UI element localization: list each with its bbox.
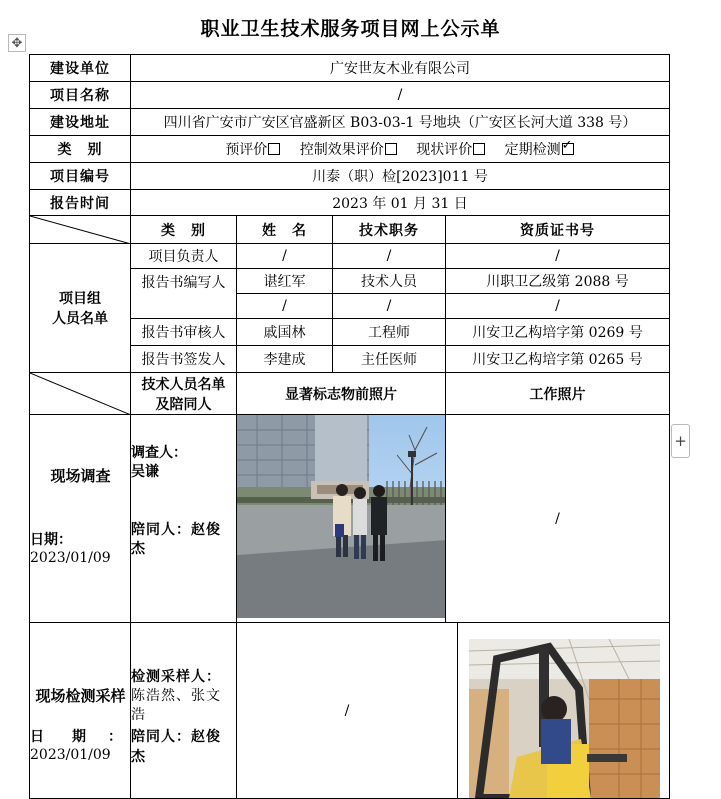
report-time-value: 2023 年 01 月 31 日 [131, 190, 670, 216]
staff-title: / [333, 244, 446, 269]
project-no-value: 川泰（职）检[2023]011 号 [131, 163, 670, 190]
companion-tail: 杰 [131, 749, 145, 765]
sampling-work-photo-cell [458, 623, 670, 799]
sampler-names: 陈浩然、张文 [131, 688, 221, 704]
project-name-value: / [131, 82, 670, 109]
construction-unit-label: 建设单位 [30, 55, 131, 82]
sampling-label: 现场检测采样 [35, 687, 126, 705]
diagonal-line [30, 373, 131, 415]
staff-title: 工程师 [333, 319, 446, 346]
table-move-handle-icon[interactable]: ✥ [8, 34, 26, 52]
survey-work-photo-cell: / [446, 415, 670, 623]
address-label: 建设地址 [30, 109, 131, 136]
diagonal-line [30, 216, 131, 244]
companion-label: 陪同人：赵俊 [131, 729, 221, 745]
sampling-date-label: 日 期 [30, 729, 86, 745]
staff-cert: 川安卫乙构培字第 0265 号 [446, 346, 670, 373]
sampling-cell [30, 623, 131, 799]
staff-header-name: 姓 名 [237, 216, 333, 244]
investigator-label: 调查人： [131, 445, 187, 461]
sampler-label: 检测采样人： [131, 669, 221, 685]
staff-cert: 川职卫乙级第 2088 号 [446, 269, 670, 294]
address-value: 四川省广安市广安区官盛新区 B03-03-1 号地块（广安区长河大道 338 号） [131, 109, 670, 136]
survey-cell [30, 415, 131, 623]
photo-header-staff: 技术人员名单 及陪同人 [131, 373, 237, 415]
survey-date: 2023/01/09 [30, 550, 111, 566]
staff-header-category: 类 别 [131, 216, 237, 244]
page-title: 职业卫生技术服务项目网上公示单 [200, 18, 501, 40]
survey-date-label: 日期： [30, 532, 72, 548]
staff-role: 报告书编写人 [131, 269, 237, 319]
checkmark-icon: ✓ [561, 138, 573, 153]
staff-role: 项目负责人 [131, 244, 237, 269]
option-status-evaluation[interactable]: 现状评价 [416, 142, 486, 158]
option-periodic-test[interactable]: 定期检测 ✓ [504, 138, 573, 158]
survey-people-cell [131, 415, 237, 623]
sampling-date: 2023/01/09 [30, 747, 111, 763]
staff-name: / [237, 244, 333, 269]
building-landmark-photo [237, 415, 446, 618]
staff-name: / [237, 294, 333, 319]
staff-name: 李建成 [237, 346, 333, 373]
staff-group-label: 项目组 人员名单 [30, 244, 131, 373]
staff-role: 报告书签发人 [131, 346, 237, 373]
investigator-name: 吴谦 [131, 464, 159, 480]
sampling-landmark-photo-cell: / [237, 623, 458, 799]
option-control-effect[interactable]: 控制效果评价 [300, 142, 398, 158]
staff-cert: 川安卫乙构培字第 0269 号 [446, 319, 670, 346]
project-name-label: 项目名称 [30, 82, 131, 109]
staff-title: 技术人员 [333, 269, 446, 294]
report-time-label: 报告时间 [30, 190, 131, 216]
staff-header-cert: 资质证书号 [446, 216, 670, 244]
project-no-label: 项目编号 [30, 163, 131, 190]
diagonal-cell [30, 216, 131, 244]
survey-landmark-photo-cell [237, 415, 446, 623]
category-options [131, 136, 670, 163]
disclosure-table [29, 54, 670, 799]
survey-label: 现场调查 [50, 467, 111, 485]
companion-label: 陪同人：赵俊 [131, 522, 221, 538]
staff-role: 报告书审核人 [131, 319, 237, 346]
option-pre-evaluation[interactable]: 预评价 [225, 142, 281, 158]
category-label: 类 别 [30, 136, 131, 163]
staff-title: / [333, 294, 446, 319]
staff-title: 主任医师 [333, 346, 446, 373]
sampling-people-cell [131, 623, 237, 799]
staff-name: 谌红军 [237, 269, 333, 294]
staff-header-title: 技术职务 [333, 216, 446, 244]
forklift-work-photo [469, 639, 660, 798]
staff-cert: / [446, 294, 670, 319]
sampler-names-cont: 浩 [131, 707, 145, 723]
diagonal-cell [30, 373, 131, 415]
staff-cert: / [446, 244, 670, 269]
companion-tail: 杰 [131, 541, 145, 557]
staff-name: 戚国林 [237, 319, 333, 346]
add-column-icon[interactable]: + [671, 424, 690, 458]
sampling-date-colon: ： [108, 729, 122, 745]
photo-header-work: 工作照片 [446, 373, 670, 415]
photo-header-landmark: 显著标志物前照片 [237, 373, 446, 415]
construction-unit-value: 广安世友木业有限公司 [131, 55, 670, 82]
